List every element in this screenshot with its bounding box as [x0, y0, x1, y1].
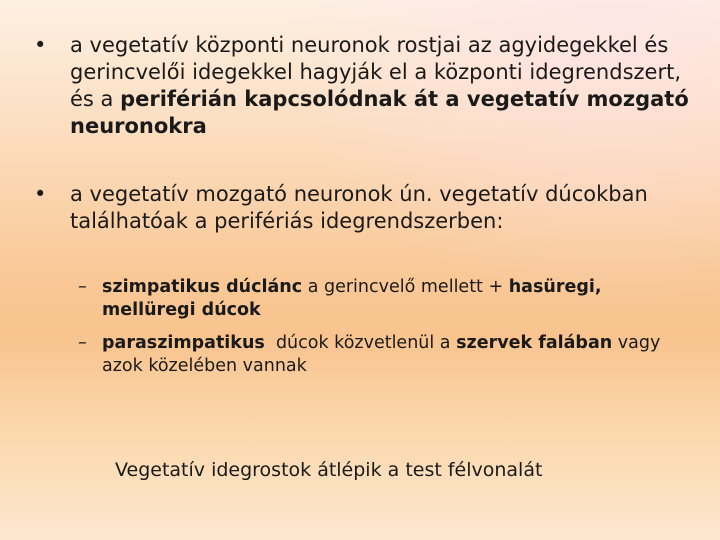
sub-bullet-item: [78, 276, 688, 322]
bold-text-segment: hasüregi, mellüregi dúcok: [102, 277, 602, 320]
sub-bullet-text: [102, 276, 688, 322]
sub-bullet-item: [78, 332, 688, 378]
bullet-item: [34, 181, 694, 235]
bold-text-segment: szervek falában: [456, 333, 613, 353]
text-segment: a gerincvelő mellett +: [302, 277, 509, 297]
sub-bullet-text: [102, 332, 688, 378]
bullet-marker: •: [34, 33, 47, 57]
text-segment: a vegetatív mozgató neuronok ún. vegetatív dúcokban találhatóak a perifériás idegrendszerben:: [70, 182, 648, 233]
bold-text-segment: szimpatikus dúclánc: [102, 277, 303, 297]
text-segment: vagy azok közelében vannak: [102, 333, 661, 376]
bullet-item: [34, 32, 694, 140]
bold-text-segment: periférián kapcsolódnak át a vegetatív mozgató neuronokra: [70, 87, 689, 138]
bullet-text: [70, 181, 694, 235]
dash-marker: –: [78, 277, 87, 297]
dash-marker: –: [78, 333, 87, 353]
footer-note: Vegetatív idegrostok átlépik a test félvonalát: [115, 459, 543, 481]
text-segment: dúcok közvetlenül a: [264, 333, 457, 353]
bullet-marker: •: [34, 182, 47, 206]
text-segment: a vegetatív központi neuronok rostjai az agyidegekkel és gerincvelői idegekkel hagyják el a központi idegrendszert, és a: [70, 33, 681, 111]
bold-text-segment: paraszimpatikus: [102, 333, 265, 353]
bullet-text: [70, 32, 694, 140]
